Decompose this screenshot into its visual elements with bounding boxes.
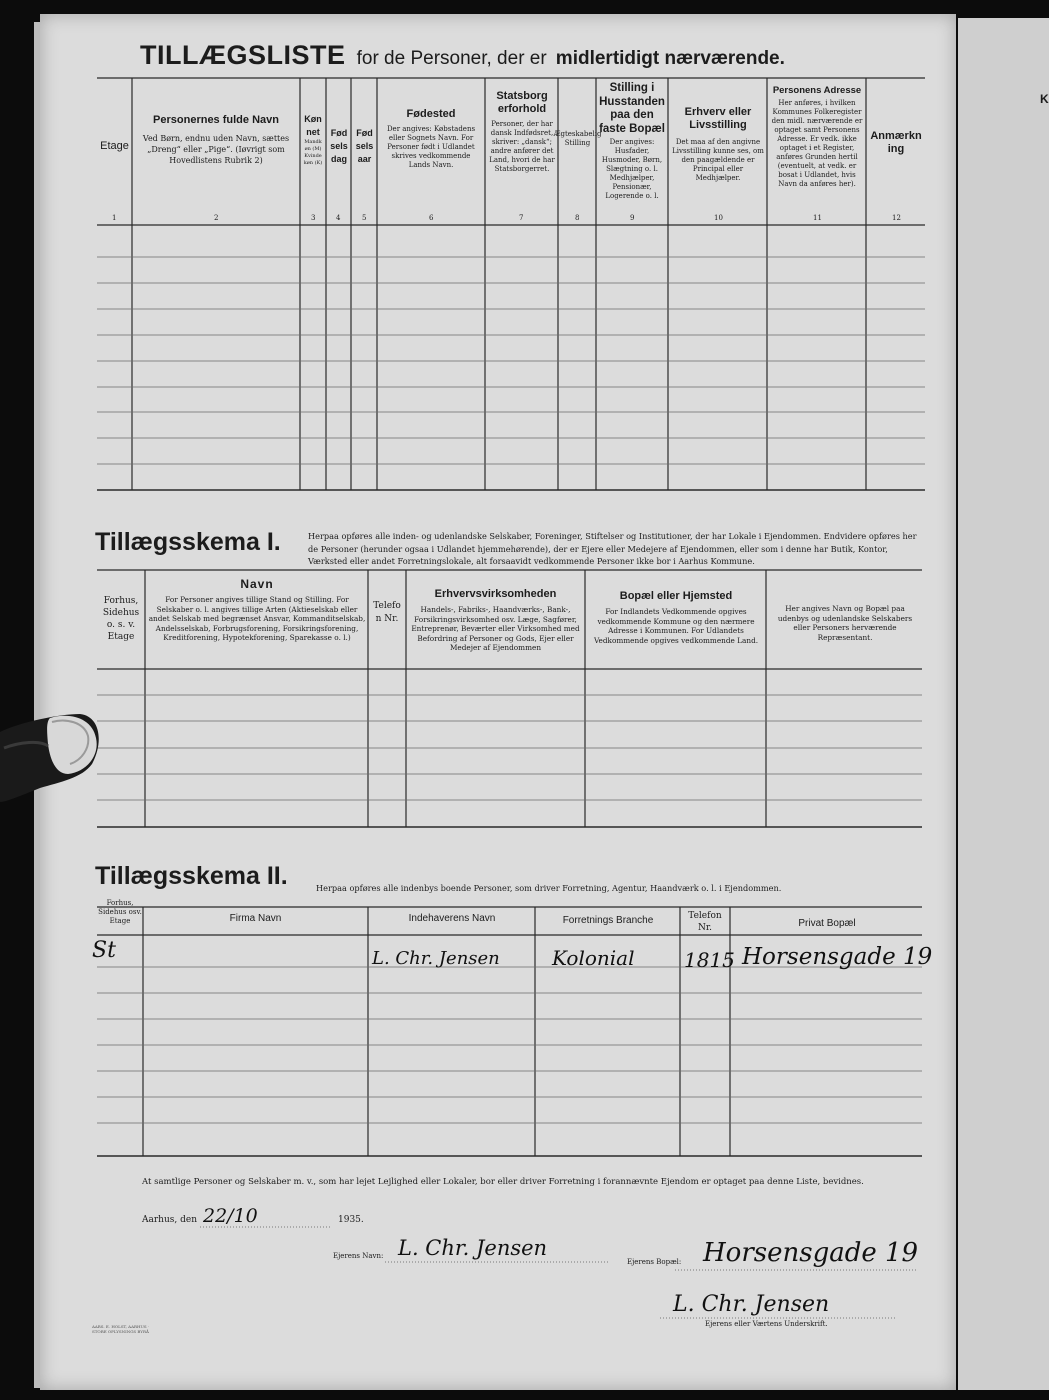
col-anmaerkning-header — [867, 130, 925, 156]
title-main: TILLÆGSLISTE — [140, 40, 346, 70]
title-mid: for de Personer, der er — [356, 48, 547, 69]
col-kon-sub: Mandkøn (M) Kvindekøn (K) — [303, 139, 323, 166]
s1-col-bopael — [588, 590, 764, 645]
col-stilling-header — [597, 82, 667, 201]
col-fodselsaar-header — [352, 127, 377, 166]
s2-col-firma-label: Firma Navn — [229, 913, 282, 924]
col-fodested-sub: Der angives: Købstadens eller Sognets Navn. For Personer født i Udlandet skrives vedkommende Lands Navn. — [386, 125, 476, 169]
signature-label: Ejerens eller Værtens Underskrift. — [705, 1320, 828, 1328]
date-handwritten: 22/10 — [203, 1205, 258, 1227]
next-page-letter: K — [1040, 92, 1049, 106]
owner-name-handwritten: L. Chr. Jensen — [398, 1236, 548, 1260]
year-label: 1935. — [338, 1215, 364, 1225]
skema2-intro: Herpaa opføres alle indenbys boende Personer, som driver Forretning, Agentur, Haandværk o. l. i Ejendommen. — [316, 883, 782, 893]
col-num-12: 12 — [892, 214, 901, 222]
col-statsborger-header — [487, 90, 557, 174]
col-num-1: 1 — [112, 214, 117, 222]
col-fodested-header — [380, 108, 482, 170]
s2-col-firma — [145, 912, 366, 925]
printer-mark: AARS. E. HOLST, AARHUS · STORE OPLYSNINGS BYRÅ — [92, 1324, 150, 1334]
owner-address-label: Ejerens Bopæl: — [627, 1258, 682, 1266]
owner-name-label: Ejerens Navn: — [333, 1252, 384, 1260]
col-erhverv-title: Erhverv eller Livsstilling — [684, 106, 752, 131]
title-bold: midlertidigt nærværende. — [555, 48, 785, 69]
s1-col-erhverv-title: Erhvervsvirksomheden — [434, 588, 557, 600]
owner-address-handwritten: Horsensgade 19 — [703, 1238, 919, 1268]
col-erhverv-sub: Det maa af den angivne Livsstilling kunne ses, om den paagældende er Principal eller Medhjælper. — [672, 138, 764, 182]
col-num-3: 3 — [311, 214, 316, 222]
s2-row1-etage: St — [92, 938, 116, 963]
s1-col-erhverv-sub: Handels-, Fabriks-, Haandværks-, Bank-, Forsikringsvirksomhed osv. Læge, Sagfører, Entreprenør, Beværter eller Virksomhed med Befordring af Personer og Gods, Ejer eller Medejer af Ejendommen — [411, 605, 580, 652]
col-num-10: 10 — [714, 214, 723, 222]
col-etage-title: Etage — [100, 140, 129, 152]
s2-col-telefon — [681, 910, 729, 934]
s2-col-telefon-label: Telefon Nr. — [688, 911, 722, 933]
col-adresse-header — [769, 84, 865, 189]
col-aegteskab-header — [553, 130, 602, 148]
col-adresse-title: Personens Adresse — [772, 85, 862, 96]
col-num-9: 9 — [630, 214, 635, 222]
col-num-7: 7 — [519, 214, 524, 222]
col-num-4: 4 — [336, 214, 341, 222]
s2-col-indehaver-label: Indehaverens Navn — [408, 913, 496, 924]
place-label: Aarhus, den — [142, 1215, 197, 1225]
s1-col-telefon — [369, 600, 405, 626]
col-kon-title: Kønnet — [304, 114, 322, 137]
col-erhverv-header — [670, 106, 766, 183]
s2-row1-telefon: 1815 — [684, 948, 735, 972]
col-num-2: 2 — [214, 214, 219, 222]
col-num-11: 11 — [813, 214, 822, 222]
thumb-image — [0, 712, 105, 802]
col-statsborger-title: Statsborgerforhold — [496, 90, 548, 115]
col-fodested-title: Fødested — [406, 108, 456, 120]
col-fodselsaar-title: Fødselsaar — [355, 128, 374, 164]
col-name-title: Personernes fulde Navn — [153, 114, 279, 126]
s1-col-erhverv — [408, 588, 583, 653]
attestation-text: At samtlige Personer og Selskaber m. v., som har lejet Lejlighed eller Lokaler, bor eller driver Forretning i forannævnte Ejendom er optaget paa denne Liste, bevidnes. — [142, 1177, 864, 1187]
s1-col-telefon-label: Telefon Nr. — [373, 601, 401, 624]
s1-col-etage-label: Forhus, Sidehus o. s. v. Etage — [102, 596, 140, 642]
s2-row1-indehaver: L. Chr. Jensen — [372, 948, 500, 969]
col-stilling-title: Stilling i Husstanden paa den faste Bopæl — [599, 82, 665, 135]
s2-col-etage-label: Forhus, Sidehus osv. Etage — [98, 899, 142, 925]
s1-col-repr — [770, 604, 920, 642]
s2-row1-branche: Kolonial — [552, 946, 635, 970]
s2-col-bopael-label: Privat Bopæl — [798, 918, 856, 929]
col-kon-header — [301, 113, 325, 167]
s2-col-branche — [537, 914, 679, 927]
skema1-intro: Herpaa opføres alle inden- og udenlandske Selskaber, Foreninger, Stiftelser og Institutioner, der har Lokale i Ejendommen. Endvidere opføres her de Personer (herunder ogsaa i Udlandet hjemmehørende), der er Ejere eller Medejere af Ejendommen, eller som i denne har Butik, Kontor, Værksted eller andet Forretningslokale, alt forsaavidt vedkommende Personer ikke bor i Aarhus Kommune. — [308, 531, 917, 566]
s1-col-bopael-title: Bopæl eller Hjemsted — [619, 590, 733, 602]
s1-col-etage — [98, 595, 144, 643]
s2-col-indehaver — [370, 912, 534, 925]
s2-col-branche-label: Forretnings Branche — [562, 915, 654, 926]
s1-col-navn-sub: For Personer angives tillige Stand og Stilling. For Selskaber o. l. angives tillige Arten (Aktieselskab eller andet Selskab med begrænset Ansvar, Kommanditselskab, Andelsselskab, Forbrugsforening, Forsikringsforening, Kreditforening, Hypotekforening, Sparekasse o. l.) — [148, 595, 366, 642]
col-stilling-sub: Der angives: Husfader, Husmoder, Børn, Slægtning o. l. Medhjælper, Pensionær, Logerende o. l. — [601, 138, 663, 200]
s2-row1-bopael: Horsensgade 19 — [742, 944, 933, 970]
s2-col-bopael — [732, 917, 922, 930]
col-fodselsdag-title: Fødselsdag — [330, 128, 348, 164]
col-name-header — [136, 114, 296, 166]
s2-col-etage — [98, 899, 142, 926]
col-etage-header — [97, 140, 132, 153]
col-num-6: 6 — [429, 214, 434, 222]
col-aegteskab-title: Ægteskabelig Stilling — [553, 130, 602, 147]
s1-col-repr-label: Her angives Navn og Bopæl paa udenbys og udenlandske Selskabers eller Personers herværende Repræsentant. — [777, 604, 913, 642]
col-adresse-sub: Her anføres, i hvilken Kommunes Folkeregister den midl. nærværende er optaget samt Personens Adresse. Er vedk. ikke optaget i et Register, anføres Grunden hertil (eventuelt, at vedk. er bosat i Udlandet, hvis Navn da anføres her). — [771, 99, 863, 188]
s1-col-bopael-sub: For Indlandets Vedkommende opgives vedkommende Kommune og den nærmere Adresse i Kommunen. For Udlandets Vedkommende opgives vedkommende Land. — [593, 607, 759, 645]
s1-col-navn-title: Navn — [240, 577, 274, 591]
col-fodselsdag-header — [327, 127, 351, 166]
col-num-5: 5 — [362, 214, 367, 222]
col-num-8: 8 — [575, 214, 580, 222]
skema1-heading: Tillægsskema I. — [95, 528, 281, 556]
col-name-sub: Ved Børn, endnu uden Navn, sættes „Dreng“ eller „Pige“. (Iøvrigt som Hovedlistens Rubrik 2) — [142, 134, 290, 165]
col-anmaerkning-title: Anmærkning — [870, 130, 922, 155]
signature-handwritten: L. Chr. Jensen — [673, 1292, 830, 1317]
skema2-heading: Tillægsskema II. — [95, 862, 288, 890]
s1-col-navn — [148, 578, 366, 643]
col-statsborger-sub: Personer, der har dansk Indfødsret, skriver: „dansk“; andre anfører det Land, hvori de har Statsborgerret. — [489, 120, 555, 173]
